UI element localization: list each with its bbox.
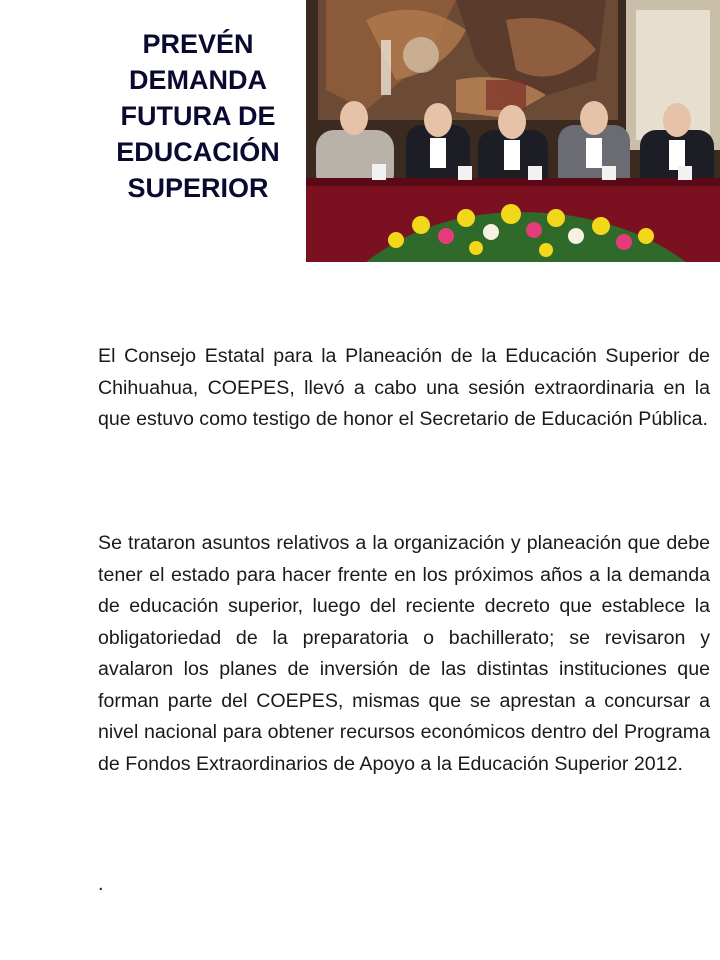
article-paragraph-1: El Consejo Estatal para la Planeación de la Educación Superior de Chihuahua, COEPES, llevó a cabo una sesión extraordinaria en la que estuvo como testigo de honor el Secretario de Educación Pública. (98, 345, 710, 430)
headline-line-1: PREVÉN (142, 29, 254, 59)
photo-icon (306, 0, 720, 262)
headline-line-5: SUPERIOR (127, 173, 269, 203)
headline (96, 26, 300, 206)
headline-line-2: DEMANDA (129, 65, 267, 95)
article-paragraph-2: Se trataron asuntos relativos a la organización y planeación que debe tener el estado para hacer frente en los próximos años a la demanda de educación superior, luego del reciente decreto que establece la obligatoriedad de la preparatoria o bachillerato; se revisaron y avalaron los planes de inversión de las distintas instituciones que forman parte del COEPES, mismas que se aprestan a concursar a nivel nacional para obtener recursos económicos dentro del Programa de Fondos Extraordinarios de Apoyo a la Educación Superior 2012. (98, 532, 710, 775)
trailing-dot: . (98, 873, 104, 895)
event-photo (306, 0, 720, 262)
headline-line-3: FUTURA DE (120, 101, 276, 131)
headline-line-4: EDUCACIÓN (116, 137, 280, 167)
